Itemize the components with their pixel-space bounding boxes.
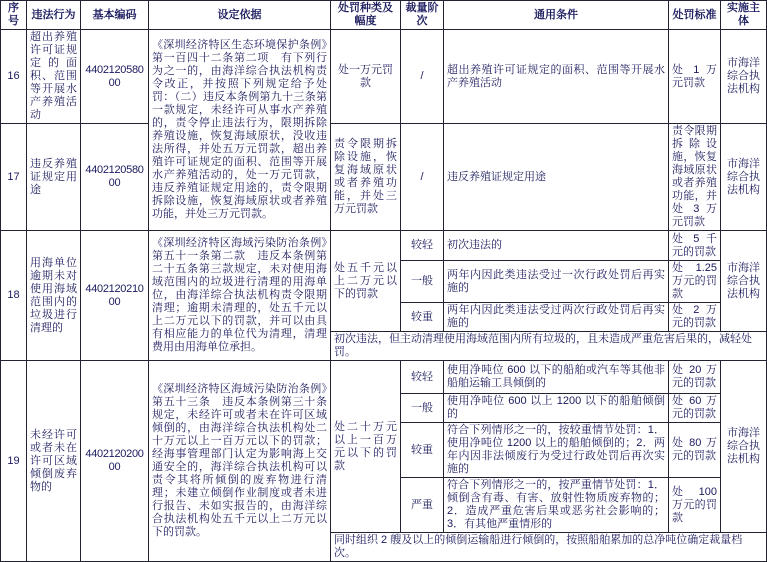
cell-row19-standard-1: 处 20 万元的罚款	[669, 361, 721, 394]
header-row	[1, 1, 767, 30]
header-code: 基本编码	[81, 1, 149, 30]
header-enforcing-body: 实施主体	[721, 1, 767, 30]
header-serial: 序号	[1, 1, 27, 30]
cell-row19-standard-2: 处 60 万元的罚款	[669, 394, 721, 423]
header-penalty-type: 处罚种类及幅度	[331, 1, 401, 30]
cell-row18-basis: 《深圳经济特区海域污染防治条例》第五十一条第二款 违反本条例第二十五条第三款规定，未对使用海域范围内的垃圾进行清理的用海单位，由海洋综合执法机构责令限期清理；逾期未清理的，处五千元以上二万元以下的罚款，并可以由具有相应能力的单位代为清理，清理费用由用海单位承担。	[149, 231, 331, 361]
cell-row19-stage-4: 严重	[401, 478, 444, 533]
cell-row17-authority: 市海洋综合执法机构	[721, 124, 767, 231]
cell-row16-violation: 超出养殖许可证规定的面积、范围等开展水产养殖活动	[27, 30, 81, 124]
header-discretion-stage: 裁量阶次	[401, 1, 444, 30]
table-row	[1, 30, 767, 124]
cell-row18-stage-1: 较轻	[401, 231, 444, 261]
cell-row19-standard-3: 处 80 万元的罚款	[669, 423, 721, 478]
cell-row19-condition-2: 使用净吨位 600 以上 1200 以下的船舶倾倒的	[444, 394, 669, 423]
cell-row17-violation: 违反养殖证规定用途	[27, 124, 81, 231]
cell-row19-serial: 19	[1, 361, 27, 562]
cell-row18-condition-2: 两年内因此类违法受过一次行政处罚后再实施的	[444, 261, 669, 303]
cell-row18-condition-1: 初次违法的	[444, 231, 669, 261]
cell-row16-serial: 16	[1, 30, 27, 124]
cell-row16-code: 440212058000	[81, 30, 149, 124]
cell-row16-stage: /	[401, 30, 444, 124]
cell-row17-serial: 17	[1, 124, 27, 231]
header-penalty-standard: 处罚标准	[669, 1, 721, 30]
cell-row18-condition-3: 两年内因此类违法受过两次行政处罚后再实施的	[444, 303, 669, 332]
cell-row18-violation: 用海单位逾期未对使用海域范围内的垃圾进行清理的	[27, 231, 81, 361]
cell-row17-code: 440212058000	[81, 124, 149, 231]
cell-row17-condition: 违反养殖证规定用途	[444, 124, 669, 231]
cell-row19-note: 同时组织 2 艘及以上的倾倒运输船进行倾倒的，按照船舶累加的总净吨位确定裁量档次。	[331, 533, 767, 562]
cell-row17-penalty-type: 责令限期拆除设施，恢复海域原状或者养殖功能，并处三万元罚款	[331, 124, 401, 231]
cell-row19-standard-4: 处 100 万元的罚款	[669, 478, 721, 533]
cell-row19-basis: 《深圳经济特区海域污染防治条例》第五十三条 违反本条例第三十条规定，未经许可或者未在许可区域倾倒的，由海洋综合执法机构处二十万元以上一百万元以下的罚款；经海事管理部门认定为影响海上交通安全的，海洋综合执法机构可以责令其将所倾倒的废弃物进行清理；未建立倾倒作业制度或者未进行报告、未如实报告的，由海洋综合执法机构处五千元以上二万元以下的罚款。	[149, 361, 331, 562]
cell-row19-condition-4: 符合下列情形之一的，按严重情节处罚：1．倾倒含有毒、有害、放射性物质废弃物的；2．造成严重危害后果或恶劣社会影响的；3．有其他严重情形的	[444, 478, 669, 533]
cell-row16-authority: 市海洋综合执法机构	[721, 30, 767, 124]
cell-row19-code: 440212020000	[81, 361, 149, 562]
header-basis: 设定依据	[149, 1, 331, 30]
cell-row16-standard: 处 1 万元罚款	[669, 30, 721, 124]
cell-row19-condition-3: 符合下列情形之一的，按较重情节处罚：1．使用净吨位 1200 以上的船舶倾倒的；2．两年内因非法倾废行为受过行政处罚后再次实施的	[444, 423, 669, 478]
header-general-conditions: 通用条件	[444, 1, 669, 30]
cell-row16-condition: 超出养殖许可证规定的面积、范围等开展水产养殖活动	[444, 30, 669, 124]
cell-row19-penalty-type: 处二十万元以上一百万元以下的罚款	[331, 361, 401, 533]
header-violation: 违法行为	[27, 1, 81, 30]
cell-row18-standard-1: 处 5 千元的罚款	[669, 231, 721, 261]
cell-row18-standard-3: 处 2 万元的罚款	[669, 303, 721, 332]
cell-row18-authority: 市海洋综合执法机构	[721, 231, 767, 332]
cell-row18-serial: 18	[1, 231, 27, 361]
table-row	[1, 361, 767, 394]
cell-row19-condition-1: 使用净吨位 600 以下的船舶或汽车等其他非船舶运输工具倾倒的	[444, 361, 669, 394]
cell-row19-stage-2: 一般	[401, 394, 444, 423]
cell-row19-authority: 市海洋综合执法机构	[721, 361, 767, 533]
cell-row17-standard: 责令限期拆除设施，恢复海域原状或者养殖功能，并处 3 万元罚款	[669, 124, 721, 231]
cell-row18-stage-3: 较重	[401, 303, 444, 332]
cell-row18-note: 初次违法，但主动清理使用海域范围内所有垃圾的，且未造成严重危害后果的，减轻处罚。	[331, 332, 767, 361]
cell-row16-penalty-type: 处一万元罚款	[331, 30, 401, 124]
cell-row18-standard-2: 处 1.25 万元的罚款	[669, 261, 721, 303]
cell-row19-stage-1: 较轻	[401, 361, 444, 394]
cell-row17-stage: /	[401, 124, 444, 231]
table-row	[1, 124, 767, 231]
cell-row19-stage-3: 较重	[401, 423, 444, 478]
cell-row18-code: 440212021000	[81, 231, 149, 361]
cell-row19-violation: 未经许可或者未在许可区域倾倒废弃物的	[27, 361, 81, 562]
cell-basis-16-17: 《深圳经济特区生态环境保护条例》第一百四十二条第二项 有下列行为之一的，由海洋综合执法机构责令改正，并按照下列规定给予处罚：（二）违反本条例第九十三条第一款规定，未经许可从事水产养殖的，责令停止违法行为，限期拆除养殖设施，恢复海域原状，没收违法所得，并处五万元罚款，超出养殖许可证规定的面积、范围等开展水产养殖活动的，处一万元罚款，违反养殖证规定用途的，责令限期拆除设施，恢复海域原状或者养殖功能，并处三万元罚款。	[149, 30, 331, 231]
table-row	[1, 231, 767, 261]
cell-row18-stage-2: 一般	[401, 261, 444, 303]
cell-row18-penalty-type: 处五千元以上二万元以下的罚款	[331, 231, 401, 332]
